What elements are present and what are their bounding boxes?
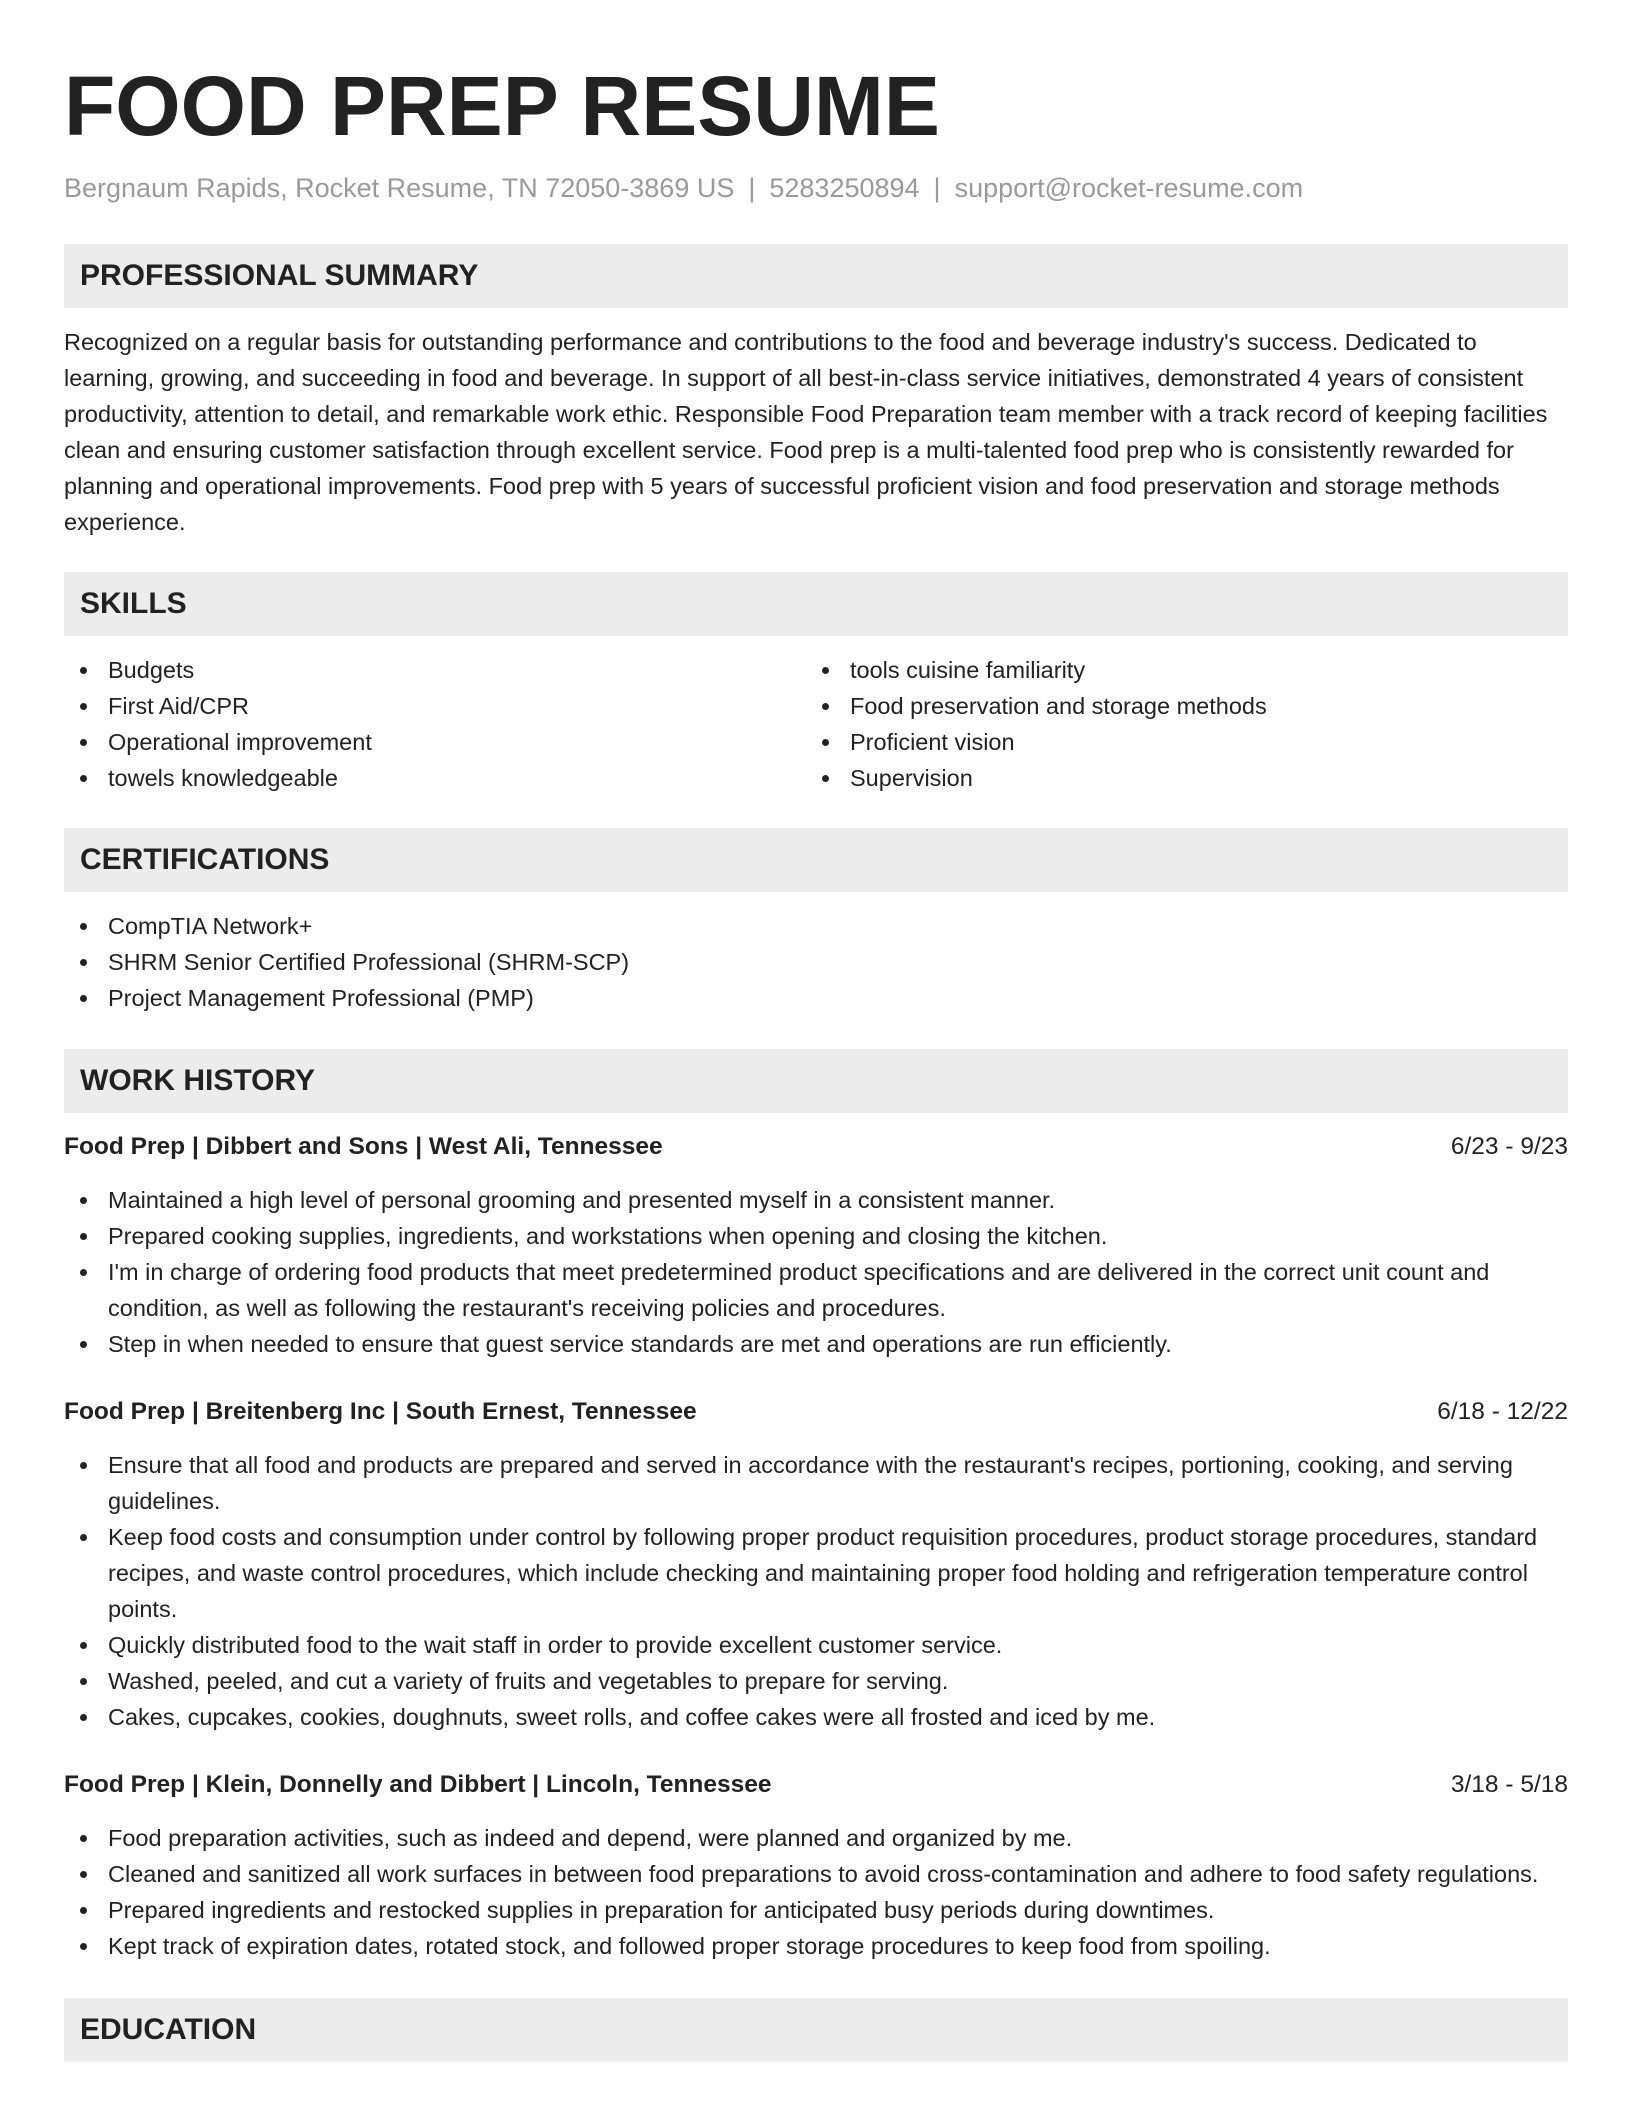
job-bullet: Prepared cooking supplies, ingredients, and workstations when opening and closing the kitchen.	[64, 1218, 1568, 1254]
contact-line	[64, 170, 1568, 206]
skill-item: Food preservation and storage methods	[806, 688, 1548, 724]
certification-item: Project Management Professional (PMP)	[64, 980, 1568, 1016]
job-dates: 6/18 - 12/22	[1437, 1398, 1568, 1425]
job-bullet: Quickly distributed food to the wait staff in order to provide excellent customer service.	[64, 1627, 1568, 1663]
skills-grid	[64, 652, 1568, 796]
skill-item: towels knowledgeable	[64, 760, 806, 796]
job-bullet: Food preparation activities, such as indeed and depend, were planned and organized by me.	[64, 1820, 1568, 1856]
certification-item: SHRM Senior Certified Professional (SHRM-SCP)	[64, 944, 1568, 980]
job-bullet: Keep food costs and consumption under control by following proper product requisition procedures, product storage procedures, standard recipes, and waste control procedures, which include checking and maintaining proper food holding and refrigeration temperature control points.	[64, 1519, 1568, 1627]
skill-item: Operational improvement	[64, 724, 806, 760]
job-bullet: Kept track of expiration dates, rotated stock, and followed proper storage procedures to keep food from spoiling.	[64, 1928, 1568, 1964]
contact-address: Bergnaum Rapids, Rocket Resume, TN 72050-3869 US	[64, 173, 735, 203]
skill-item: Proficient vision	[806, 724, 1548, 760]
job-bullet: Washed, peeled, and cut a variety of fruits and vegetables to prepare for serving.	[64, 1663, 1568, 1699]
job-bullets	[64, 1447, 1568, 1735]
job-entry	[64, 1129, 1568, 1362]
contact-separator: |	[748, 173, 756, 203]
certifications-list	[64, 908, 1568, 1016]
contact-separator: |	[933, 173, 941, 203]
job-bullet: Cleaned and sanitized all work surfaces in between food preparations to avoid cross-contamination and adhere to food safety regulations.	[64, 1856, 1568, 1892]
section-header-certifications: CERTIFICATIONS	[64, 828, 1568, 892]
section-header-work-history: WORK HISTORY	[64, 1049, 1568, 1113]
section-header-education: EDUCATION	[64, 1998, 1568, 2062]
job-bullet: Cakes, cupcakes, cookies, doughnuts, sweet rolls, and coffee cakes were all frosted and iced by me.	[64, 1699, 1568, 1735]
job-bullet: Ensure that all food and products are prepared and served in accordance with the restaurant's recipes, portioning, cooking, and serving guidelines.	[64, 1447, 1568, 1519]
job-title: Food Prep | Breitenberg Inc | South Ernest, Tennessee	[64, 1398, 697, 1425]
job-header	[64, 1129, 1568, 1165]
job-bullet: Step in when needed to ensure that guest service standards are met and operations are run efficiently.	[64, 1326, 1568, 1362]
job-header	[64, 1394, 1568, 1430]
job-bullets	[64, 1182, 1568, 1362]
job-title: Food Prep | Dibbert and Sons | West Ali, Tennessee	[64, 1133, 663, 1160]
skill-item: tools cuisine familiarity	[806, 652, 1548, 688]
job-dates: 3/18 - 5/18	[1450, 1771, 1568, 1798]
summary-text: Recognized on a regular basis for outstanding performance and contributions to the food and beverage industry's success. Dedicated to learning, growing, and succeeding in food and beverage. In support of all best-in-class service initiatives, demonstrated 4 years of consistent productivity, attention to detail, and remarkable work ethic. Responsible Food Preparation team member with a track record of keeping facilities clean and ensuring customer satisfaction through excellent service. Food prep is a multi-talented food prep who is consistently rewarded for planning and operational improvements. Food prep with 5 years of successful proficient vision and food preservation and storage methods experience.	[64, 329, 1548, 535]
resume-title: FOOD PREP RESUME	[64, 59, 940, 153]
skills-column-left	[64, 652, 806, 796]
certification-item: CompTIA Network+	[64, 908, 1568, 944]
job-header	[64, 1767, 1568, 1803]
contact-email: support@rocket-resume.com	[954, 173, 1304, 203]
job-bullet: Maintained a high level of personal grooming and presented myself in a consistent manner.	[64, 1182, 1568, 1218]
skills-column-right	[806, 652, 1548, 796]
job-bullet: Prepared ingredients and restocked supplies in preparation for anticipated busy periods during downtimes.	[64, 1892, 1568, 1928]
contact-phone: 5283250894	[769, 173, 920, 203]
job-dates: 6/23 - 9/23	[1450, 1133, 1568, 1160]
skill-item: Supervision	[806, 760, 1548, 796]
job-title: Food Prep | Klein, Donnelly and Dibbert | Lincoln, Tennessee	[64, 1771, 772, 1798]
skill-item: First Aid/CPR	[64, 688, 806, 724]
job-entry	[64, 1767, 1568, 1964]
job-bullet: I'm in charge of ordering food products that meet predetermined product specifications and are delivered in the correct unit count and condition, as well as following the restaurant's receiving policies and procedures.	[64, 1254, 1568, 1326]
skill-item: Budgets	[64, 652, 806, 688]
section-header-summary: PROFESSIONAL SUMMARY	[64, 244, 1568, 308]
job-bullets	[64, 1820, 1568, 1964]
job-entry	[64, 1394, 1568, 1735]
section-header-skills: SKILLS	[64, 572, 1568, 636]
